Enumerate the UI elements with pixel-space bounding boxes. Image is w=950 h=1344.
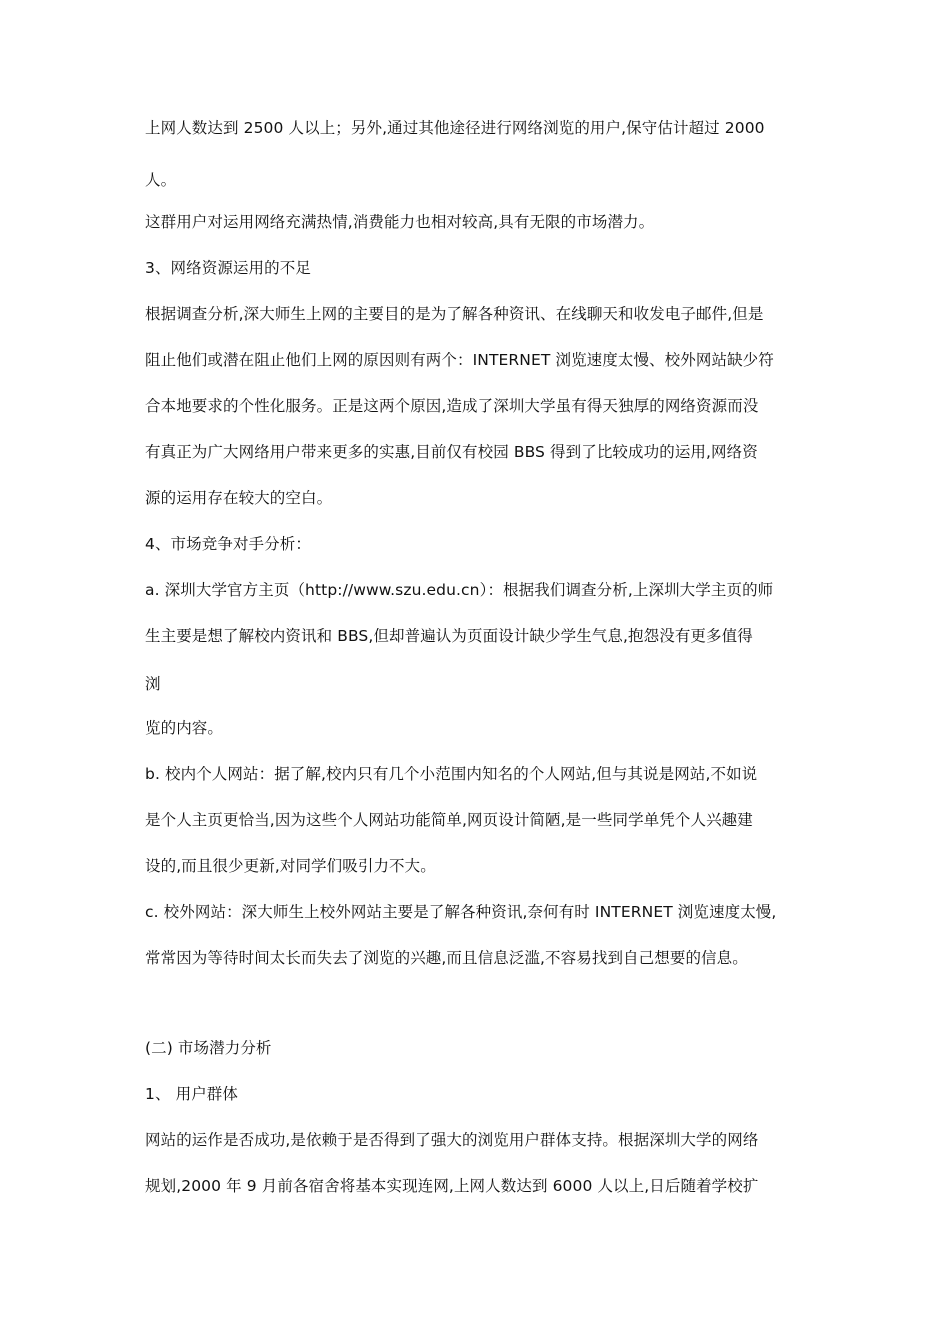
paragraph-line: 源的运用存在较大的空白。 bbox=[145, 489, 333, 507]
paragraph-line: c. 校外网站：深大师生上校外网站主要是了解各种资讯,奈何有时 INTERNET 浏览速度太慢, bbox=[145, 903, 777, 921]
paragraph-line: 是个人主页更恰当,因为这些个人网站功能简单,网页设计简陋,是一些同学单凭个人兴趣建 bbox=[145, 811, 753, 829]
paragraph-line: 生主要是想了解校内资讯和 BBS,但却普遍认为页面设计缺少学生气息,抱怨没有更多值得 bbox=[145, 627, 753, 645]
paragraph-line: 规划,2000 年 9 月前各宿舍将基本实现连网,上网人数达到 6000 人以上,日后随着学校扩 bbox=[145, 1177, 759, 1195]
paragraph-line: 合本地要求的个性化服务。正是这两个原因,造成了深圳大学虽有得天独厚的网络资源而没 bbox=[145, 397, 759, 415]
paragraph-line: 设的,而且很少更新,对同学们吸引力不大。 bbox=[145, 857, 436, 875]
paragraph-line: 网站的运作是否成功,是依赖于是否得到了强大的浏览用户群体支持。根据深圳大学的网络 bbox=[145, 1131, 759, 1149]
paragraph-line: b. 校内个人网站：据了解,校内只有几个小范围内知名的个人网站,但与其说是网站,不如说 bbox=[145, 765, 758, 783]
paragraph-line: 览的内容。 bbox=[145, 719, 224, 737]
paragraph-line: 阻止他们或潜在阻止他们上网的原因则有两个：INTERNET 浏览速度太慢、校外网站缺少符 bbox=[145, 351, 774, 369]
paragraph-line: 上网人数达到 2500 人以上；另外,通过其他途径进行网络浏览的用户,保守估计超过 2000 bbox=[145, 119, 765, 137]
paragraph-line: 常常因为等待时间太长而失去了浏览的兴趣,而且信息泛滥,不容易找到自己想要的信息。 bbox=[145, 949, 748, 967]
paragraph-line: 这群用户对运用网络充满热情,消费能力也相对较高,具有无限的市场潜力。 bbox=[145, 213, 655, 231]
paragraph-line: 浏 bbox=[145, 675, 161, 693]
section-heading: (二) 市场潜力分析 bbox=[145, 1039, 272, 1057]
paragraph-line: 人。 bbox=[145, 171, 177, 189]
section-heading: 3、网络资源运用的不足 bbox=[145, 259, 311, 277]
section-heading: 1、 用户群体 bbox=[145, 1085, 238, 1103]
paragraph-line: a. 深圳大学官方主页（http://www.szu.edu.cn）：根据我们调查分析,上深圳大学主页的师 bbox=[145, 581, 774, 599]
paragraph-line: 根据调查分析,深大师生上网的主要目的是为了解各种资讯、在线聊天和收发电子邮件,但是 bbox=[145, 305, 764, 323]
section-heading: 4、市场竞争对手分析： bbox=[145, 535, 311, 553]
paragraph-line: 有真正为广大网络用户带来更多的实惠,目前仅有校园 BBS 得到了比较成功的运用,网络资 bbox=[145, 443, 758, 461]
